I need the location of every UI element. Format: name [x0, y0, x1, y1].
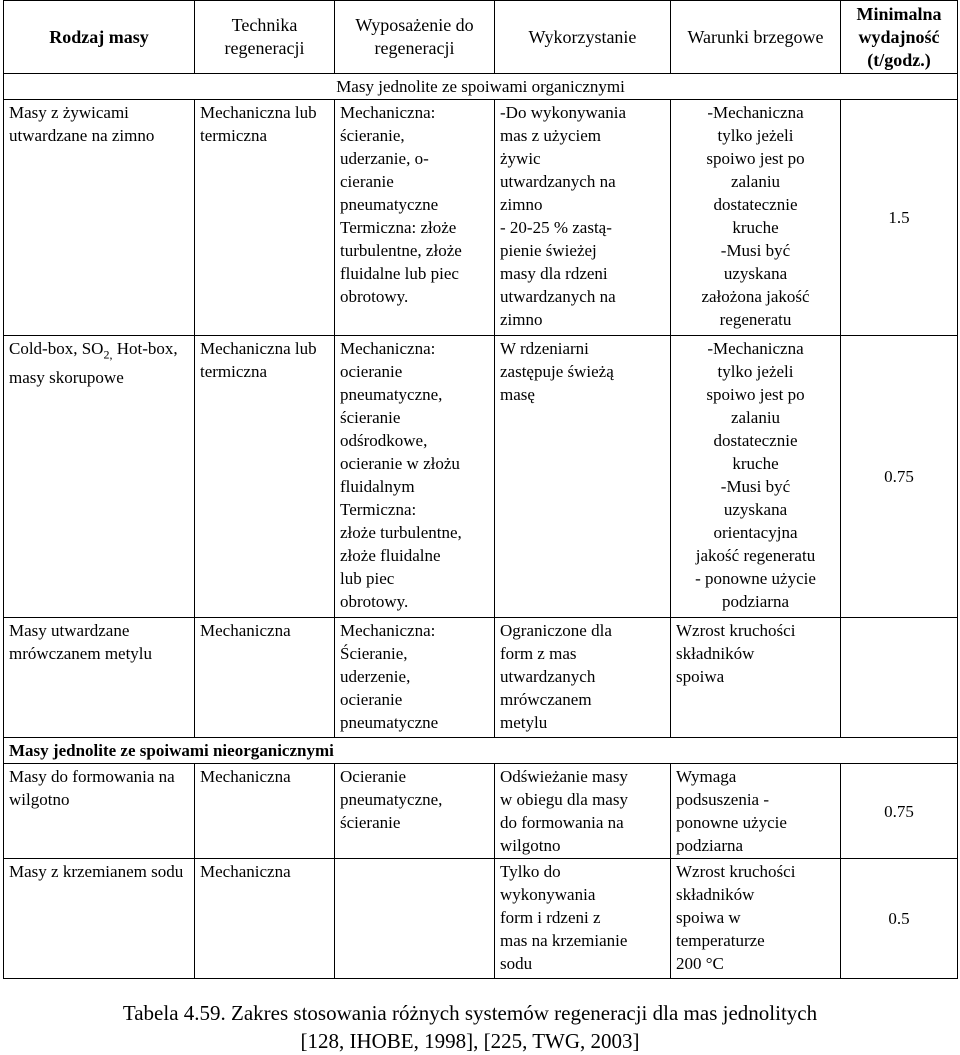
- cell-line: kruche: [732, 218, 779, 237]
- cell-line: ocieranie: [340, 362, 403, 381]
- header-equipment: Wyposażenie do regeneracji: [335, 1, 495, 74]
- cell-line: pienie świeżej: [500, 241, 597, 260]
- cell-line: 200 °C: [676, 954, 724, 973]
- row2-type-rest: Hot-box, masy skorupowe: [9, 339, 178, 388]
- cell-line: Ograniczone dla: [500, 621, 612, 640]
- cell-line: -Do wykonywania: [500, 103, 627, 122]
- section-inorganic: Masy jednolite ze spoiwami nieorganicznymi: [4, 738, 958, 764]
- cell-line: składników: [676, 644, 755, 663]
- cell-line: mas na krzemianie: [500, 931, 628, 950]
- cell-line: uzyskana: [723, 264, 788, 283]
- cell-line: - 20-25 % zastą-: [500, 218, 612, 237]
- row5-technique: Mechaniczna: [195, 859, 335, 979]
- cell-line: regeneratu: [719, 310, 792, 329]
- cell-line: metylu: [500, 713, 548, 732]
- row5-usage: [495, 859, 671, 979]
- cell-line: Mechaniczna:: [340, 103, 436, 122]
- cell-line: Termiczna:: [340, 500, 417, 519]
- cell-line: form z mas: [500, 644, 577, 663]
- section-organic: Masy jednolite ze spoiwami organicznymi: [4, 74, 958, 100]
- row3-equipment: [335, 618, 495, 738]
- row1-conditions: [671, 100, 841, 336]
- row3-conditions: [671, 618, 841, 738]
- cell-line: utwardzanych na: [500, 172, 616, 191]
- row4-equipment: [335, 764, 495, 859]
- row5-equipment: [335, 859, 495, 979]
- row4-technique: Mechaniczna: [195, 764, 335, 859]
- cell-line: turbulentne, złoże: [340, 241, 462, 260]
- cell-line: fluidalnym: [340, 477, 415, 496]
- cell-line: wykonywania: [500, 885, 596, 904]
- row2-type-sub: 2,: [103, 347, 113, 362]
- cell-line: uderzenie,: [340, 667, 411, 686]
- cell-line: założona jakość: [701, 287, 810, 306]
- cell-line: ścieranie,: [340, 126, 405, 145]
- row3-capacity: [841, 618, 958, 738]
- cell-line: masę: [500, 385, 535, 404]
- row1-technique: Mechaniczna lub termiczna: [195, 100, 335, 336]
- cell-line: w obiegu dla masy: [500, 790, 628, 809]
- row4-conditions: [671, 764, 841, 859]
- cell-line: orientacyjna: [713, 523, 798, 542]
- cell-line: zimno: [500, 310, 543, 329]
- cell-line: Odświeżanie masy: [500, 767, 628, 786]
- cell-line: podziarna: [676, 836, 744, 855]
- row1-type: Masy z żywicami utwardzane na zimno: [4, 100, 195, 336]
- cell-line: -Musi być: [720, 477, 791, 496]
- cell-line: wilgotno: [500, 836, 561, 855]
- row4-capacity: 0.75: [841, 764, 958, 859]
- cell-line: cieranie: [340, 172, 394, 191]
- cell-line: pneumatyczne: [340, 713, 439, 732]
- cell-line: Wymaga: [676, 767, 737, 786]
- cell-line: zastępuje świeżą: [500, 362, 614, 381]
- cell-line: sodu: [500, 954, 533, 973]
- cell-line: składników: [676, 885, 755, 904]
- cell-line: Wzrost kruchości: [676, 621, 796, 640]
- cell-line: odśrodkowe,: [340, 431, 428, 450]
- table-caption: [0, 999, 940, 1055]
- cell-line: masy dla rdzeni: [500, 264, 608, 283]
- cell-line: złoże turbulentne,: [340, 523, 462, 542]
- row1-usage: [495, 100, 671, 336]
- cell-line: tylko jeżeli: [717, 126, 794, 145]
- row4-type: Masy do formowania na wilgotno: [4, 764, 195, 859]
- row2-type-main: Cold-box, SO: [9, 339, 104, 358]
- cell-line: jakość regeneratu: [695, 546, 816, 565]
- cell-line: złoże fluidalne: [340, 546, 441, 565]
- header-conditions: Warunki brzegowe: [671, 1, 841, 74]
- cell-line: zalaniu: [730, 172, 781, 191]
- row3-technique: Mechaniczna: [195, 618, 335, 738]
- cell-line: -Musi być: [720, 241, 791, 260]
- cell-line: temperaturze: [676, 931, 765, 950]
- cell-line: fluidalne lub piec: [340, 264, 459, 283]
- cell-line: utwardzanych na: [500, 287, 616, 306]
- row4-usage: [495, 764, 671, 859]
- cell-line: do formowania na: [500, 813, 624, 832]
- row2-conditions: [671, 336, 841, 618]
- cell-line: pneumatyczne,: [340, 790, 443, 809]
- row2-equipment: [335, 336, 495, 618]
- cell-line: Termiczna: złoże: [340, 218, 457, 237]
- cell-line: pneumatyczne: [340, 195, 439, 214]
- cell-line: Ocieranie: [340, 767, 407, 786]
- row3-type: Masy utwardzane mrówczanem metylu: [4, 618, 195, 738]
- row5-type: Masy z krzemianem sodu: [4, 859, 195, 979]
- cell-line: -Mechaniczna: [707, 339, 804, 358]
- cell-line: W rdzeniarni: [500, 339, 589, 358]
- cell-line: -Mechaniczna: [707, 103, 804, 122]
- cell-line: Mechaniczna:: [340, 621, 436, 640]
- cell-line: ponowne użycie: [676, 813, 787, 832]
- header-technique: Technika regeneracji: [195, 1, 335, 74]
- cell-line: uzyskana: [723, 500, 788, 519]
- row1-capacity: 1.5: [841, 100, 958, 336]
- cell-line: spoiwo jest po: [706, 385, 805, 404]
- row1-equipment: [335, 100, 495, 336]
- row2-type: [4, 336, 195, 618]
- cell-line: form i rdzeni z: [500, 908, 601, 927]
- cell-line: dostatecznie: [713, 195, 798, 214]
- row5-capacity: 0.5: [841, 859, 958, 979]
- cell-line: dostatecznie: [713, 431, 798, 450]
- row2-usage: [495, 336, 671, 618]
- cell-line: kruche: [732, 454, 779, 473]
- cell-line: ścieranie: [340, 813, 401, 832]
- cell-line: obrotowy.: [340, 287, 409, 306]
- cell-line: pneumatyczne,: [340, 385, 443, 404]
- row3-usage: [495, 618, 671, 738]
- caption-line1: Tabela 4.59. Zakres stosowania różnych systemów regeneracji dla mas jednolitych: [122, 1001, 818, 1025]
- row5-conditions: [671, 859, 841, 979]
- row2-capacity: 0.75: [841, 336, 958, 618]
- cell-line: obrotowy.: [340, 592, 409, 611]
- regeneration-table: [3, 0, 958, 979]
- caption-line2: [128, IHOBE, 1998], [225, TWG, 2003]: [300, 1029, 640, 1053]
- cell-line: zalaniu: [730, 408, 781, 427]
- cell-line: ocieranie w złożu: [340, 454, 460, 473]
- cell-line: uderzanie, o-: [340, 149, 429, 168]
- cell-line: zimno: [500, 195, 543, 214]
- cell-line: ocieranie: [340, 690, 403, 709]
- cell-line: żywic: [500, 149, 541, 168]
- cell-line: spoiwo jest po: [706, 149, 805, 168]
- header-type: Rodzaj masy: [4, 1, 195, 74]
- cell-line: - ponowne użycie: [695, 569, 816, 588]
- cell-line: ścieranie: [340, 408, 401, 427]
- cell-line: lub piec: [340, 569, 395, 588]
- cell-line: Mechaniczna:: [340, 339, 436, 358]
- cell-line: Tylko do: [500, 862, 561, 881]
- cell-line: Ścieranie,: [340, 644, 408, 663]
- row2-technique: Mechaniczna lub termiczna: [195, 336, 335, 618]
- cell-line: utwardzanych: [500, 667, 596, 686]
- cell-line: spoiwa w: [676, 908, 741, 927]
- cell-line: mrówczanem: [500, 690, 592, 709]
- header-capacity: Minimalna wydajność (t/godz.): [841, 1, 958, 74]
- cell-line: Wzrost kruchości: [676, 862, 796, 881]
- cell-line: podziarna: [721, 592, 790, 611]
- cell-line: podsuszenia -: [676, 790, 770, 809]
- cell-line: spoiwa: [676, 667, 725, 686]
- cell-line: mas z użyciem: [500, 126, 602, 145]
- header-usage: Wykorzystanie: [495, 1, 671, 74]
- cell-line: tylko jeżeli: [717, 362, 794, 381]
